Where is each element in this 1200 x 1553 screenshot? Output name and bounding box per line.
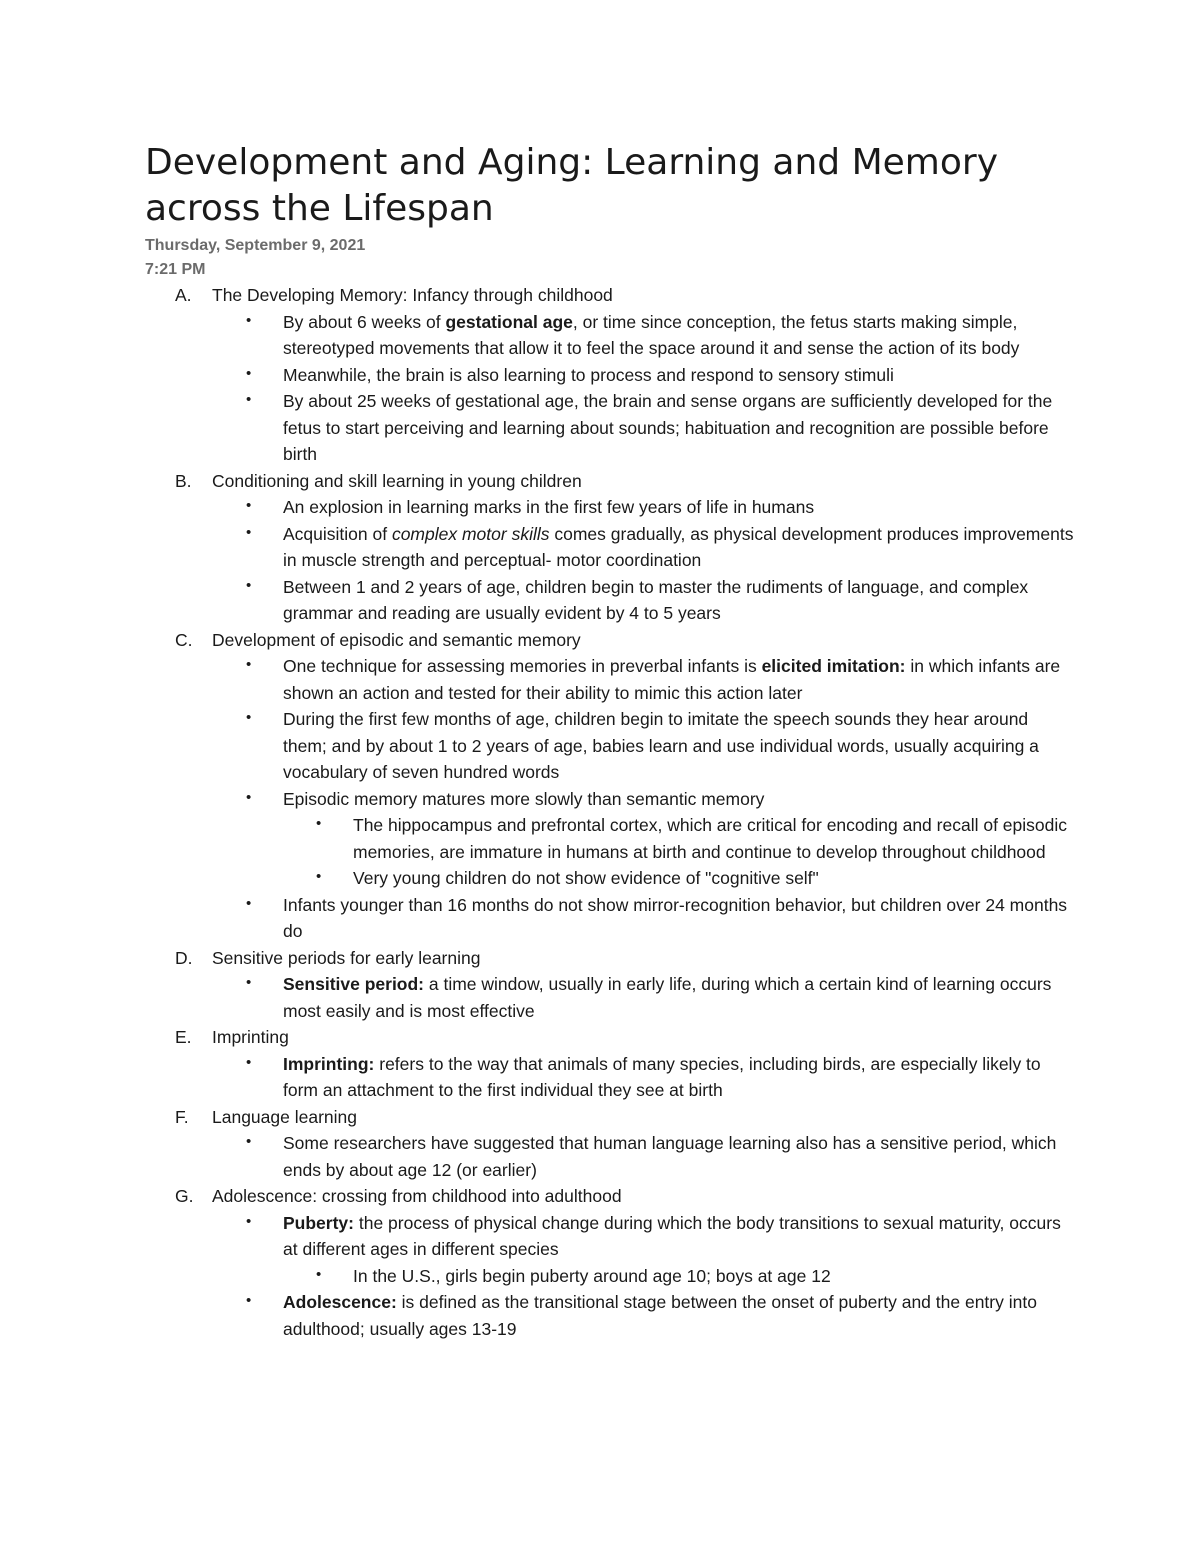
bullet-item	[212, 706, 1075, 786]
bullet-term: Imprinting:	[283, 1053, 375, 1074]
bullet-list	[212, 1210, 1075, 1343]
bullet-text: a time window, usually in early life, during which a certain kind of learning occurs most easily and is most effective	[283, 974, 1052, 1021]
section-title: Imprinting	[212, 1027, 289, 1047]
outline-section	[145, 1024, 1075, 1104]
bullet-emphasis: complex motor skills	[391, 523, 550, 544]
bullet-icon: •	[246, 391, 252, 408]
outline-section	[145, 282, 1075, 468]
bullet-list	[212, 1051, 1075, 1104]
sub-bullet-text: The hippocampus and prefrontal cortex, which are critical for encoding and recall of episodic memories, are immature in humans at birth and continue to develop throughout childhood	[353, 815, 1067, 862]
bullet-text: the process of physical change during which the body transitions to sexual maturity, occurs at different ages in different species	[283, 1212, 1061, 1259]
bullet-item	[212, 521, 1075, 574]
bullet-item	[212, 574, 1075, 627]
bullet-list	[212, 494, 1075, 627]
bullet-item	[212, 653, 1075, 706]
bullet-icon: •	[246, 788, 252, 806]
bullet-item	[212, 1051, 1075, 1104]
bullet-icon: •	[246, 1053, 252, 1071]
bullet-item	[212, 1289, 1075, 1342]
bullet-icon: •	[246, 709, 252, 726]
note-page	[145, 140, 1075, 1342]
bullet-item	[212, 494, 1075, 521]
section-title: Adolescence: crossing from childhood into adulthood	[212, 1186, 622, 1206]
bullet-text: Acquisition of	[283, 523, 392, 544]
bullet-icon: •	[246, 497, 252, 514]
bullet-text: Episodic memory matures more slowly than semantic memory	[283, 788, 765, 809]
bullet-text: comes gradually, as physical development produces improvements in muscle strength and perceptual- motor coordination	[283, 523, 1074, 570]
bullet-list	[212, 971, 1075, 1024]
sub-bullet-item	[283, 865, 1075, 892]
section-title: The Developing Memory: Infancy through childhood	[212, 285, 613, 305]
section-marker: B.	[175, 470, 192, 491]
bullet-text: Meanwhile, the brain is also learning to process and respond to sensory stimuli	[283, 364, 894, 385]
section-title: Conditioning and skill learning in young children	[212, 470, 582, 491]
bullet-term: gestational age	[445, 311, 573, 332]
bullet-text: in which infants are shown an action and tested for their ability to mimic this action later	[283, 656, 1061, 703]
sub-bullet-item	[283, 1263, 1075, 1290]
bullet-text: By about 25 weeks of gestational age, the brain and sense organs are sufficiently developed for the fetus to start perceiving and learning about sounds; habituation and recognition are possible before birth	[283, 391, 1053, 464]
section-marker: A.	[175, 285, 192, 305]
bullet-icon: •	[246, 311, 252, 329]
bullet-item	[212, 892, 1075, 945]
bullet-text: refers to the way that animals of many species, including birds, are especially likely to form an attachment to the first individual they see at birth	[283, 1053, 1041, 1100]
sub-bullet-item	[283, 812, 1075, 865]
bullet-item	[212, 1130, 1075, 1183]
bullet-icon: •	[246, 656, 252, 673]
outline-section	[145, 945, 1075, 1025]
sub-bullet-list	[283, 812, 1075, 892]
bullet-text: By about 6 weeks of	[283, 311, 446, 332]
sub-bullet-text: Very young children do not show evidence of "cognitive self"	[353, 868, 819, 888]
bullet-item	[212, 971, 1075, 1024]
bullet-item	[212, 388, 1075, 468]
bullet-icon: •	[316, 1265, 322, 1283]
note-time: 7:21 PM	[145, 261, 206, 278]
bullet-icon: •	[246, 364, 252, 382]
bullet-text: Between 1 and 2 years of age, children begin to master the rudiments of language, and complex grammar and reading are usually evident by 4 to 5 years	[283, 576, 1029, 623]
bullet-text: , or time since conception, the fetus starts making simple, stereotyped movements that allow it to feel the space around it and sense the action of its body	[283, 311, 1020, 358]
section-marker: E.	[175, 1027, 192, 1047]
section-title: Development of episodic and semantic memory	[212, 629, 581, 650]
bullet-icon: •	[246, 894, 252, 912]
bullet-icon: •	[316, 868, 322, 885]
outline-section	[145, 1183, 1075, 1342]
bullet-list	[212, 653, 1075, 945]
sub-bullet-list	[283, 1263, 1075, 1290]
bullet-text: One technique for assessing memories in preverbal infants is	[283, 656, 762, 676]
bullet-list	[212, 1130, 1075, 1183]
section-marker: D.	[175, 947, 193, 968]
section-marker: F.	[175, 1106, 189, 1127]
bullet-item	[212, 786, 1075, 892]
bullet-text: During the first few months of age, children begin to imitate the speech sounds they hear around them; and by about 1 to 2 years of age, babies learn and use individual words, usually acquiring a vocabulary of seven hundred words	[283, 709, 1039, 782]
bullet-term: elicited imitation:	[761, 656, 906, 676]
outline-section	[145, 468, 1075, 627]
bullet-item	[212, 362, 1075, 389]
bullet-term: Sensitive period:	[283, 974, 425, 994]
bullet-icon: •	[316, 815, 322, 832]
bullet-text: is defined as the transitional stage between the onset of puberty and the entry into adulthood; usually ages 13-19	[283, 1292, 1037, 1339]
bullet-icon: •	[246, 523, 252, 541]
section-marker: C.	[175, 629, 193, 650]
bullet-item	[212, 309, 1075, 362]
bullet-list	[212, 309, 1075, 468]
bullet-icon: •	[246, 1212, 252, 1230]
outline-section	[145, 627, 1075, 945]
sub-bullet-text: In the U.S., girls begin puberty around age 10; boys at age 12	[353, 1265, 831, 1286]
bullet-icon: •	[246, 1292, 252, 1309]
bullet-icon: •	[246, 576, 252, 594]
bullet-text: Some researchers have suggested that human language learning also has a sensitive period, which ends by about age 12 (or earlier)	[283, 1133, 1057, 1180]
bullet-text: Infants younger than 16 months do not show mirror-recognition behavior, but children over 24 months do	[283, 894, 1068, 941]
bullet-term: Adolescence:	[283, 1292, 397, 1312]
section-marker: G.	[175, 1186, 194, 1206]
bullet-item	[212, 1210, 1075, 1290]
bullet-icon: •	[246, 974, 252, 991]
bullet-icon: •	[246, 1133, 252, 1150]
page-title: Development and Aging: Learning and Memory across the Lifespan	[145, 142, 998, 229]
outline-list	[145, 282, 1075, 1342]
bullet-text: An explosion in learning marks in the first few years of life in humans	[283, 497, 815, 517]
bullet-term: Puberty:	[283, 1212, 354, 1233]
section-title: Language learning	[212, 1106, 357, 1127]
section-title: Sensitive periods for early learning	[212, 947, 481, 968]
note-date: Thursday, September 9, 2021	[145, 237, 366, 254]
outline-section	[145, 1104, 1075, 1184]
